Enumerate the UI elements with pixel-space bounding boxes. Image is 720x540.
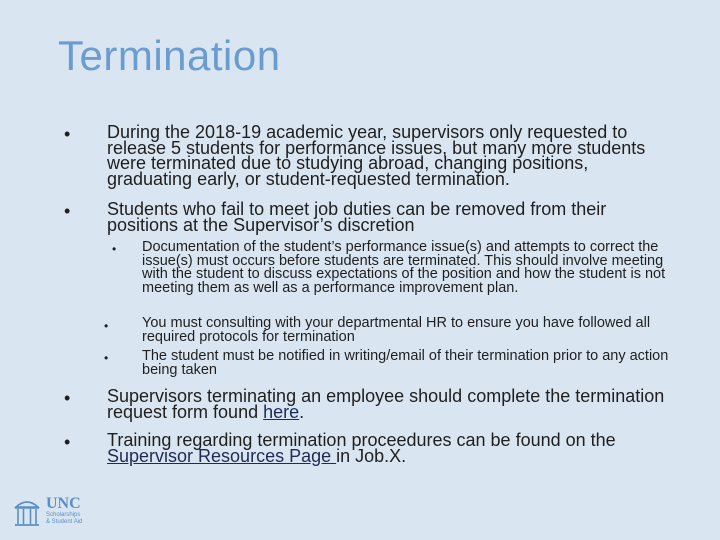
- logo-line-1: Scholarships: [46, 512, 81, 518]
- bullet-4-text-end: in Job.X.: [336, 445, 407, 466]
- bullet-4-text: [107, 430, 677, 466]
- sub-bullet-1-text: Documentation of the student’s performance issue(s) and attempts to correct the issue(s) must occurs before students are terminated. This should involve meeting with the student to discuss expectations of the position and how the student is not meeting them as well as a performance improvement plan.: [142, 239, 666, 296]
- bullet-3-text-start: Supervisors terminating an employee should complete the termination request form found: [107, 386, 665, 422]
- sub-bullet-2-text: You must consulting with your departmental HR to ensure you have followed all required protocols for termination: [142, 315, 651, 345]
- supervisor-resources-link[interactable]: Supervisor Resources Page: [107, 445, 337, 466]
- sub-bullet-marker: •: [104, 319, 109, 333]
- bullet-marker: •: [64, 432, 71, 452]
- bullet-2-text: Students who fail to meet job duties can be removed from their positions at the Supervisor’s discretion: [107, 199, 607, 235]
- termination-form-link[interactable]: here: [263, 401, 300, 422]
- sub-bullet-marker: •: [112, 242, 117, 256]
- slide-title: Termination: [58, 32, 281, 79]
- old-well-icon: [14, 496, 40, 528]
- bullet-1-text: During the 2018-19 academic year, supervisors only requested to release 5 students for performance issues, but many more students were terminated due to studying abroad, changing positions, graduating early, or student-requested termination.: [107, 122, 646, 189]
- bullet-3-text-end: .: [299, 401, 305, 422]
- bullet-marker: •: [64, 388, 71, 408]
- logo-line-2: & Student Aid: [46, 519, 83, 525]
- bullet-marker: •: [64, 201, 71, 221]
- logo-text: [46, 496, 96, 526]
- logo-unc-text: UNC: [46, 495, 81, 512]
- unc-logo: [14, 496, 94, 530]
- sub-bullet-3-text: The student must be notified in writing/email of their termination prior to any action being taken: [142, 348, 669, 378]
- bullet-3-text: [107, 386, 677, 422]
- bullet-4-text-start: Training regarding termination proceedures can be found on the: [107, 430, 616, 450]
- sub-bullet-marker: •: [104, 351, 109, 365]
- bullet-marker: •: [64, 124, 71, 144]
